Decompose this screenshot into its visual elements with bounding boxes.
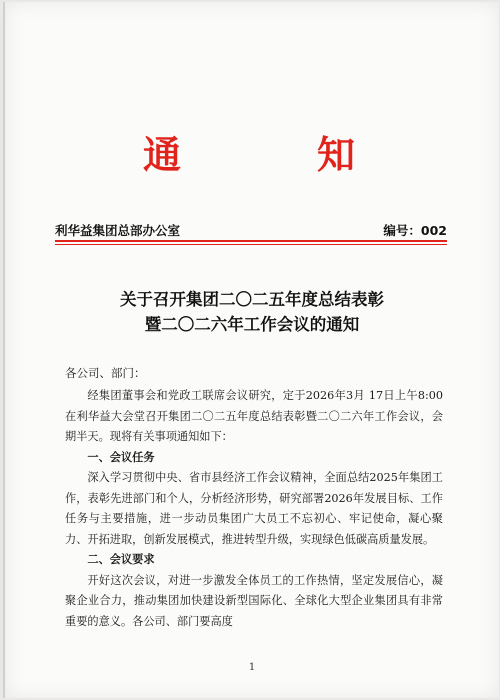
red-divider-thin bbox=[55, 244, 447, 245]
salutation: 各公司、部门： bbox=[65, 366, 146, 380]
heading-char-2: 知 bbox=[317, 132, 356, 177]
title-line-1: 关于召开集团二〇二五年度总结表彰 bbox=[120, 290, 384, 309]
section-1-paragraph: 深入学习贯彻中央、省市县经济工作会议精神，全面总结2025年集团工作，表彰先进部门和个人，分析经济形势，研究部署2026年发展目标、工作任务与主要措施，进一步动员集团广大员工不忘初心、牢记使命，凝心聚力、开拓进取，创新发展模式，推进转型升级，实现绿色低碳高质量发展。 bbox=[65, 471, 443, 546]
red-divider bbox=[55, 240, 447, 242]
section-2-paragraph: 开好这次会议，对进一步激发全体员工的工作热情，坚定发展信心，凝聚企业合力，推动集团加快建设新型国际化、全球化大型企业集团具有非常重要的意义。各公司、部门要高度 bbox=[65, 573, 443, 628]
title-line-2: 暨二〇二六年工作会议的通知 bbox=[144, 315, 360, 334]
heading-char-1: 通 bbox=[143, 132, 182, 177]
document-body bbox=[65, 386, 443, 632]
section-2-heading: 二、会议要求 bbox=[87, 553, 155, 566]
section-1-heading: 一、会议任务 bbox=[87, 450, 155, 464]
notice-heading bbox=[5, 124, 499, 184]
document-title bbox=[45, 287, 459, 337]
issuing-office: 利华益集团总部办公室 bbox=[55, 223, 181, 238]
document-number: 编号：002 bbox=[383, 223, 447, 238]
issuer-line bbox=[55, 221, 447, 239]
document-page bbox=[3, 2, 499, 698]
intro-paragraph: 经集团董事会和党政工联席会议研究，定于2026年3月 17日上午8:00在利华益大会堂召开集团二〇二五年度总结表彰暨二〇二六年工作会议，会期半天。现将有关事项通知如下： bbox=[65, 389, 443, 443]
page-number: 1 bbox=[248, 662, 256, 673]
